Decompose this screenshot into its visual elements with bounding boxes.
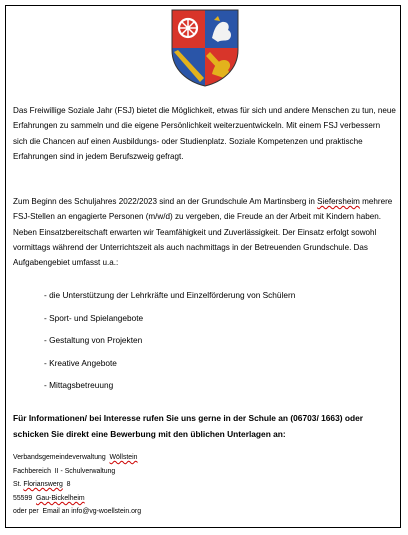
contact-line-3 bbox=[13, 478, 141, 492]
info-paragraph: Für Informationen/ bei Interesse rufen Sie uns gerne in der Schule an (06703/ 1663) oder schicken Sie direkt eine Bewerbung mit den üblichen Unterlagen an: bbox=[13, 413, 363, 439]
list-item: - Mittagsbetreuung bbox=[44, 380, 114, 391]
task-list bbox=[44, 284, 295, 397]
list-item: - Gestaltung von Projekten bbox=[44, 335, 143, 346]
contact-street-number: 8 bbox=[62, 481, 71, 489]
contact-org: Verbandsgemeindeverwaltung bbox=[13, 454, 110, 461]
intro-paragraph: Das Freiwillige Soziale Jahr (FSJ) bietet die Möglichkeit, etwas für sich und andere Menschen zu tun, neue Erfahrungen zu sammeln und die eigene Persönlichkeit weiterzuentwickeln. Mit einem FSJ verbessern sich die Chancen auf einen Ausbildungs- oder Studienplatz. Soziale Kompetenzen und praktische Erfahrungen sind in jedem Berufszweig gefragt. bbox=[13, 106, 396, 161]
contact-line-5: oder per Email an info@vg-woellstein.org bbox=[13, 508, 142, 516]
coat-of-arms-icon bbox=[170, 8, 240, 88]
contact-town: Wöllstein bbox=[109, 454, 138, 461]
contact-line-2: Fachbereich II - Schulverwaltung bbox=[13, 467, 116, 475]
contact-city: Gau-Bickelheim bbox=[36, 494, 85, 502]
contact-postcode: 55599 bbox=[13, 494, 36, 502]
offer-text-after: mehrere FSJ-Stellen an engagierte Personen (m/w/d) zu vergeben, die Freude an der Arbeit mit Kindern haben. Neben Einsatzbereitschaft erwarten wir Teamfähigkeit und Zuverlässigkeit. Der Einsatz erfolgt sowohl vormittags während der Unterrichtszeit als auch nachmittags in der Betreuenden Grundschule. Das Aufgabengebiet umfasst u.a.: bbox=[13, 197, 393, 268]
list-item: - Kreative Angebote bbox=[44, 357, 117, 368]
offer-paragraph bbox=[13, 194, 396, 270]
contact-address bbox=[13, 451, 141, 519]
list-item: - Sport- und Spielangebote bbox=[44, 312, 144, 323]
contact-line-4 bbox=[13, 492, 141, 506]
offer-text-before: Zum Beginn des Schuljahres 2022/2023 sind an der Grundschule Am Martinsberg in bbox=[13, 197, 318, 206]
list-item: - die Unterstützung der Lehrkräfte und Einzelförderung von Schülern bbox=[44, 290, 296, 300]
offer-place: Siefersheim bbox=[317, 197, 360, 206]
contact-line-1 bbox=[13, 451, 141, 465]
contact-street-prefix: St. bbox=[13, 481, 24, 489]
contact-street: Florianswerg bbox=[23, 481, 63, 489]
